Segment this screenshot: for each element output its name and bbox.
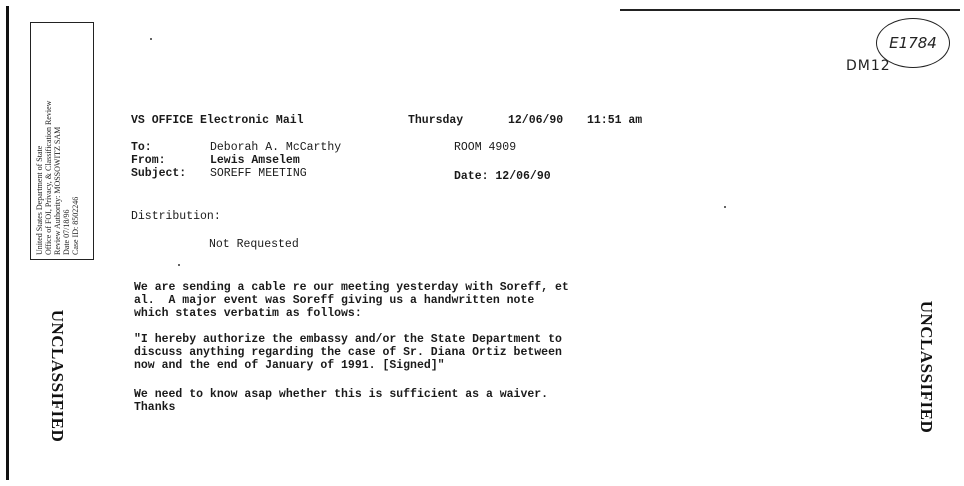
classification-marking-left: UNCLASSIFIED (48, 309, 67, 443)
mail-day: Thursday (408, 114, 464, 127)
to-label: To: (131, 141, 152, 154)
review-line: United States Department of State (35, 145, 44, 255)
review-line: Review Authority: MOSSOWITZ SAM (53, 126, 62, 255)
subject-label: Subject: (131, 167, 187, 180)
scan-speck (150, 38, 152, 40)
scan-top-line (620, 9, 960, 11)
declassification-review-stamp (30, 22, 94, 260)
circled-document-id-text: E1784 (889, 34, 937, 52)
date-field: Date: 12/06/90 (454, 170, 551, 183)
scan-speck (178, 264, 180, 266)
classification-marking-right: UNCLASSIFIED (917, 300, 936, 434)
body-paragraph: We are sending a cable re our meeting yesterday with Soreff, et al. A major event was Soreff giving us a handwritten note which states verbatim as follows: (134, 281, 569, 320)
scan-edge-line (6, 6, 9, 480)
review-line: Case ID: 8502246 (71, 196, 80, 255)
circled-document-id (876, 18, 950, 68)
mail-system-title: VS OFFICE Electronic Mail (131, 114, 304, 127)
mail-date: 12/06/90 (508, 114, 564, 127)
subject-value: SOREFF MEETING (210, 167, 307, 180)
review-stamp-text (35, 27, 89, 255)
mail-time: 11:51 am (587, 114, 643, 127)
body-paragraph: We need to know asap whether this is sufficient as a waiver. Thanks (134, 388, 549, 414)
quoted-note-paragraph: "I hereby authorize the embassy and/or the State Department to discuss anything regarding the case of Sr. Diana Ortiz between now and the end of January of 1991. [Signed]" (134, 333, 562, 372)
scan-speck (724, 206, 726, 208)
to-value: Deborah A. McCarthy (210, 141, 342, 154)
review-line: Date 07/18/96 (62, 209, 71, 255)
from-value: Lewis Amselem (210, 154, 300, 167)
review-line: Office of FOI, Privacy, & Classification Review (44, 100, 53, 255)
room-number: ROOM 4909 (454, 141, 517, 154)
distribution-value: Not Requested (209, 238, 299, 251)
distribution-label: Distribution: (131, 210, 221, 223)
from-label: From: (131, 154, 166, 167)
handwritten-doc-number: DM12 (846, 58, 891, 74)
